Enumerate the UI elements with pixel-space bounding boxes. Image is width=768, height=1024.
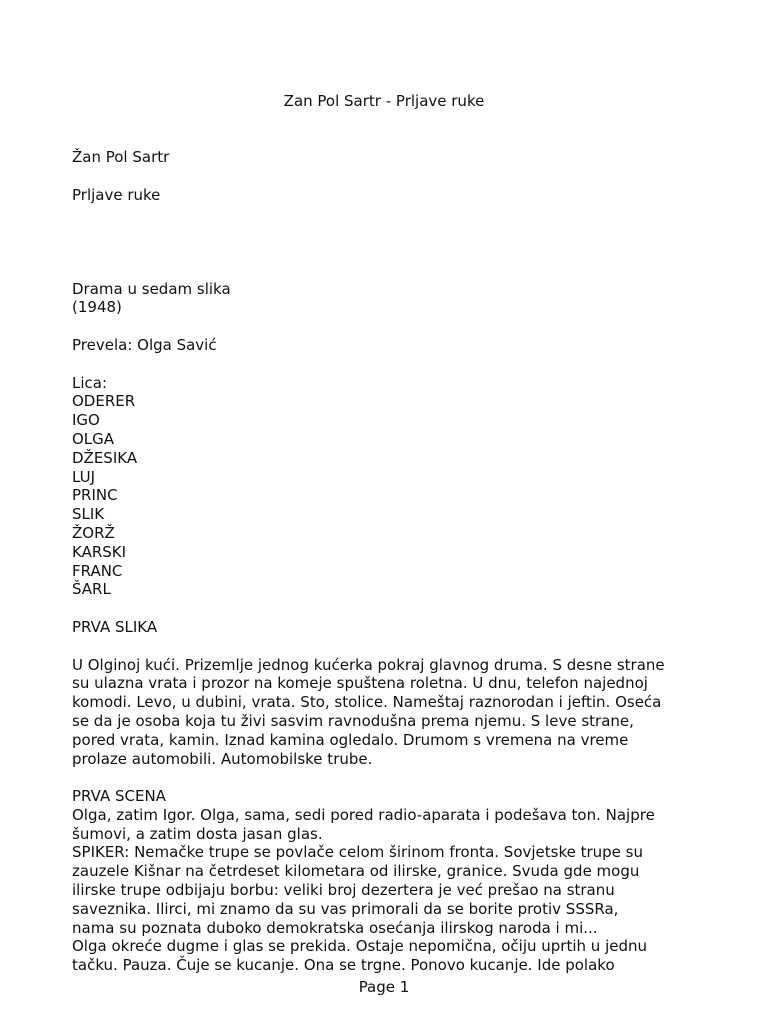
- cast-list: [72, 392, 712, 599]
- paragraph-line: U Olginoj kući. Prizemlje jednog kućerka pokraj glavnog druma. S desne strane: [72, 655, 665, 674]
- paragraph-line: pored vrata, kamin. Iznad kamina ogledalo. Drumom s vremena na vreme: [72, 730, 629, 749]
- cast-name: SLIK: [72, 505, 105, 524]
- paragraph-line: ilirske trupe odbijaju borbu: veliki broj dezertera je već prešao na stranu: [72, 881, 615, 900]
- scene-heading: PRVA SLIKA: [72, 617, 158, 636]
- work-title: Prljave ruke: [72, 185, 161, 204]
- cast-name: ODERER: [72, 392, 136, 411]
- cast-name: KARSKI: [72, 542, 127, 561]
- cast-name: FRANC: [72, 561, 123, 580]
- paragraph-line: nama su poznata duboko demokratska osećanja ilirskog naroda i mi...: [72, 918, 598, 937]
- cast-name: ŠARL: [72, 580, 111, 599]
- paragraph-line: komodi. Levo, u dubini, vrata. Sto, stolice. Nameštaj raznorodan i jeftin. Oseća: [72, 693, 662, 712]
- cast-name: PRINC: [72, 486, 118, 505]
- year-line: (1948): [72, 298, 122, 317]
- document-body: [72, 148, 712, 975]
- paragraph-line: prolaze automobili. Automobilske trube.: [72, 749, 373, 768]
- paragraph-line: Olga okreće dugme i glas se prekida. Ostaje nepomična, očiju uprtih u jednu: [72, 937, 648, 956]
- document-header: Zan Pol Sartr - Prljave ruke: [283, 92, 485, 110]
- cast-name: OLGA: [72, 429, 115, 448]
- genre-line: Drama u sedam slika: [72, 279, 231, 298]
- first-scene-heading: PRVA SCENA: [72, 787, 166, 806]
- cast-name: DŽESIKA: [72, 448, 138, 467]
- paragraph-line: su ulazna vrata i prozor na komeje spuštena roletna. U dnu, telefon najednoj: [72, 674, 648, 693]
- cast-name: IGO: [72, 411, 100, 430]
- paragraph-line: zauzele Kišnar na četrdeset kilometara od ilirske, granice. Svuda gde mogu: [72, 862, 640, 881]
- cast-name: ŽORŽ: [72, 523, 115, 542]
- paragraph-line: se da je osoba koja tu živi sasvim ravnodušna prema njemu. S leve strane,: [72, 711, 634, 730]
- paragraph-line: tačku. Pauza. Čuje se kucanje. Ona se trgne. Ponovo kucanje. Ide polako: [72, 956, 615, 975]
- paragraph-line: šumovi, a zatim dosta jasan glas.: [72, 824, 323, 843]
- paragraph-line: SPIKER: Nemačke trupe se povlače celom širinom fronta. Sovjetske trupe su: [72, 843, 644, 862]
- page-number: Page 1: [358, 978, 410, 996]
- first-scene-text: [72, 806, 712, 975]
- paragraph-line: saveznika. Ilirci, mi znamo da su vas primorali da se borite protiv SSSRa,: [72, 899, 619, 918]
- cast-name: LUJ: [72, 467, 96, 486]
- setting-paragraph: [72, 656, 712, 769]
- translator-line: Prevela: Olga Savić: [72, 335, 217, 354]
- paragraph-line: Olga, zatim Igor. Olga, sama, sedi pored radio-aparata i podešava ton. Najpre: [72, 805, 655, 824]
- cast-heading: Lica:: [72, 373, 108, 392]
- author-line: Žan Pol Sartr: [72, 148, 170, 166]
